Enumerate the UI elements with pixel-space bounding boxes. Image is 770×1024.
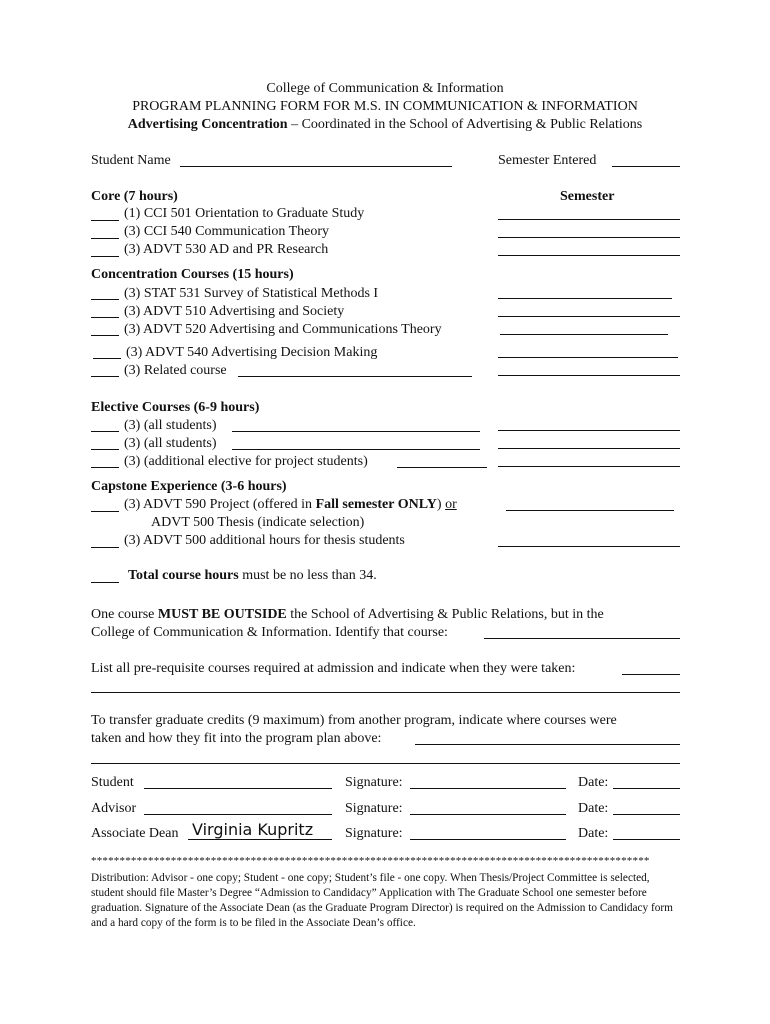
dean-name-field[interactable] [188, 839, 332, 840]
elective-course-2-field[interactable] [232, 449, 480, 450]
conc-check-3[interactable] [91, 335, 119, 336]
student-date-label: Date: [578, 775, 609, 790]
student-signature-label: Signature: [345, 775, 403, 790]
core-course-2: (3) CCI 540 Communication Theory [124, 224, 330, 239]
elective-course-3-field[interactable] [397, 467, 487, 468]
outside-course-text [91, 606, 604, 623]
related-course-field[interactable] [238, 376, 472, 377]
outside-emphasis: MUST BE OUTSIDE [157, 607, 287, 622]
student-sig-label: Student [91, 775, 134, 790]
capstone-heading: Capstone Experience (3-6 hours) [91, 479, 287, 494]
student-date-field[interactable] [613, 788, 680, 789]
dean-signature-label: Signature: [345, 826, 403, 841]
conc-semester-1[interactable] [498, 298, 672, 299]
college-name: College of Communication & Information [266, 81, 504, 96]
advisor-signature-field[interactable] [410, 814, 566, 815]
outside-post: the School of Advertising & Public Relations, but in the [286, 607, 604, 622]
semester-entered-label: Semester Entered [498, 153, 597, 168]
conc-course-1: (3) STAT 531 Survey of Statistical Methods I [124, 286, 379, 301]
advisor-sig-label: Advisor [91, 801, 137, 816]
conc-semester-3[interactable] [500, 334, 668, 335]
prereq-prompt: List all pre-requisite courses required at admission and indicate when they were taken: [91, 661, 576, 676]
form-title: PROGRAM PLANNING FORM FOR M.S. IN COMMUNICATION & INFORMATION [132, 99, 638, 114]
conc-course-4: (3) ADVT 540 Advertising Decision Making [126, 345, 378, 360]
core-check-1[interactable] [91, 220, 119, 221]
conc-check-2[interactable] [91, 317, 119, 318]
elective-semester-3[interactable] [498, 466, 680, 467]
elective-course-3: (3) (additional elective for project students) [124, 454, 368, 469]
concentration-coordination: – Coordinated in the School of Advertising & Public Relations [287, 117, 643, 132]
concentration-name: Advertising Concentration [127, 117, 288, 132]
advisor-date-label: Date: [578, 801, 609, 816]
capstone-project-close: ) [436, 497, 446, 512]
advisor-name-field[interactable] [144, 814, 332, 815]
transfer-field-2[interactable] [91, 763, 680, 764]
fall-only-note: Fall semester ONLY [315, 497, 437, 512]
total-hours-label: Total course hours [128, 568, 239, 583]
conc-check-1[interactable] [91, 299, 119, 300]
total-hours-field[interactable] [91, 582, 119, 583]
asterisk-divider: ************************************************************************************************** [91, 855, 650, 867]
dean-date-label: Date: [578, 826, 609, 841]
concentration-subtitle [0, 116, 770, 133]
elective-check-2[interactable] [91, 449, 119, 450]
core-semester-2[interactable] [498, 237, 680, 238]
capstone-or: or [445, 497, 457, 512]
capstone-course-1 [124, 496, 457, 513]
core-course-3: (3) ADVT 530 AD and PR Research [124, 242, 329, 257]
capstone-check-2[interactable] [91, 547, 119, 548]
capstone-semester-2[interactable] [498, 546, 680, 547]
elective-course-1: (3) (all students) [124, 418, 217, 433]
prereq-field-1[interactable] [622, 674, 680, 675]
transfer-field-1[interactable] [415, 744, 680, 745]
capstone-thesis-option: ADVT 500 Thesis (indicate selection) [151, 515, 365, 530]
capstone-semester-1[interactable] [506, 510, 674, 511]
conc-course-5: (3) Related course [124, 363, 227, 378]
outside-course-prompt: College of Communication & Information. Identify that course: [91, 625, 448, 640]
total-hours-rule: must be no less than 34. [238, 568, 377, 583]
conc-semester-2[interactable] [498, 316, 680, 317]
elective-heading: Elective Courses (6-9 hours) [91, 400, 260, 415]
core-semester-3[interactable] [498, 255, 680, 256]
dean-sig-label: Associate Dean [91, 826, 179, 841]
advisor-date-field[interactable] [613, 814, 680, 815]
dean-date-field[interactable] [613, 839, 680, 840]
distribution-note: Distribution: Advisor - one copy; Student - one copy; Student’s file - one copy. When Thesis/Project Committee is selected, student should file Master’s Degree “Admission to Candidacy” Application with The Graduate School one semester before graduation. Signature of the Associate Dean (as the Graduate Program Director) is required on the Admission to Candidacy form and a hard copy of the form is to be filed in the Associate Dean’s office. [91, 872, 673, 929]
dean-name-value: Virginia Kupritz [192, 820, 314, 839]
outside-pre: One course [91, 607, 158, 622]
elective-check-3[interactable] [91, 467, 119, 468]
student-signature-field[interactable] [410, 788, 566, 789]
student-name-sig-field[interactable] [144, 788, 332, 789]
elective-semester-2[interactable] [498, 448, 680, 449]
elective-course-1-field[interactable] [232, 431, 480, 432]
prereq-field-2[interactable] [91, 692, 680, 693]
elective-check-1[interactable] [91, 431, 119, 432]
core-heading: Core (7 hours) [91, 189, 178, 204]
core-check-3[interactable] [91, 256, 119, 257]
conc-course-3: (3) ADVT 520 Advertising and Communications Theory [124, 322, 442, 337]
transfer-prompt-2: taken and how they fit into the program plan above: [91, 731, 382, 746]
advisor-signature-label: Signature: [345, 801, 403, 816]
conc-check-5[interactable] [91, 376, 119, 377]
core-check-2[interactable] [91, 238, 119, 239]
elective-course-2: (3) (all students) [124, 436, 217, 451]
student-name-field[interactable] [180, 166, 452, 167]
conc-course-2: (3) ADVT 510 Advertising and Society [124, 304, 345, 319]
conc-semester-4[interactable] [498, 357, 678, 358]
student-name-label: Student Name [91, 153, 171, 168]
dean-signature-field[interactable] [410, 839, 566, 840]
capstone-check-1[interactable] [91, 511, 119, 512]
capstone-project-text: (3) ADVT 590 Project (offered in [124, 497, 316, 512]
total-hours-note [128, 567, 377, 584]
semester-column-header: Semester [560, 189, 615, 204]
conc-semester-5[interactable] [498, 375, 680, 376]
transfer-prompt-1: To transfer graduate credits (9 maximum) from another program, indicate where courses were [91, 713, 617, 728]
semester-entered-field[interactable] [612, 166, 680, 167]
core-course-1: (1) CCI 501 Orientation to Graduate Study [124, 206, 365, 221]
conc-check-4[interactable] [93, 358, 121, 359]
core-semester-1[interactable] [498, 219, 680, 220]
concentration-heading: Concentration Courses (15 hours) [91, 267, 294, 282]
elective-semester-1[interactable] [498, 430, 680, 431]
outside-course-field[interactable] [484, 638, 680, 639]
capstone-course-2: (3) ADVT 500 additional hours for thesis students [124, 533, 405, 548]
